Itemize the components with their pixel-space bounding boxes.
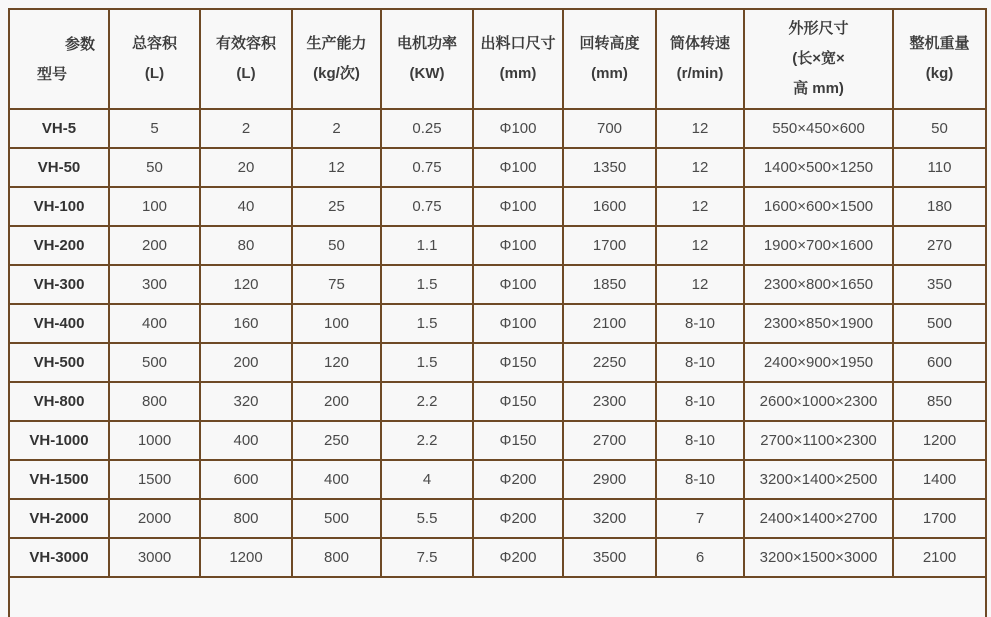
value-cell: 7 (656, 499, 744, 538)
value-cell: 3500 (563, 538, 656, 577)
value-cell: 2400×1400×2700 (744, 499, 893, 538)
value-cell: 1.5 (381, 265, 473, 304)
table-row (9, 265, 986, 304)
value-cell: 1700 (893, 499, 986, 538)
value-cell: 3200 (563, 499, 656, 538)
table-row (9, 421, 986, 460)
value-cell: 12 (656, 148, 744, 187)
value-cell: 8-10 (656, 421, 744, 460)
model-cell: VH-200 (9, 226, 109, 265)
table-body (9, 109, 986, 617)
value-cell: Φ100 (473, 109, 563, 148)
table-row (9, 382, 986, 421)
value-cell: 350 (893, 265, 986, 304)
header-overall-dimensions: 外形尺寸 (长×宽× 高 mm) (744, 9, 893, 109)
value-cell: 2 (292, 109, 381, 148)
value-cell: 500 (109, 343, 200, 382)
model-cell: VH-50 (9, 148, 109, 187)
value-cell: 5 (109, 109, 200, 148)
header-rotary-height: 回转高度 (mm) (563, 9, 656, 109)
value-cell: 500 (292, 499, 381, 538)
value-cell: 200 (200, 343, 292, 382)
value-cell: 1700 (563, 226, 656, 265)
value-cell: 50 (292, 226, 381, 265)
value-cell: 1350 (563, 148, 656, 187)
value-cell: 7.5 (381, 538, 473, 577)
value-cell: 1200 (200, 538, 292, 577)
value-cell: 12 (656, 109, 744, 148)
table-header (9, 9, 986, 109)
header-machine-weight: 整机重量 (kg) (893, 9, 986, 109)
value-cell: 0.75 (381, 148, 473, 187)
value-cell: 500 (893, 304, 986, 343)
value-cell: 4 (381, 460, 473, 499)
value-cell: 2300×850×1900 (744, 304, 893, 343)
model-cell: VH-300 (9, 265, 109, 304)
value-cell: 100 (109, 187, 200, 226)
model-cell: VH-1000 (9, 421, 109, 460)
value-cell: 400 (292, 460, 381, 499)
value-cell: 8-10 (656, 460, 744, 499)
value-cell: Φ200 (473, 460, 563, 499)
value-cell: 1900×700×1600 (744, 226, 893, 265)
value-cell: 160 (200, 304, 292, 343)
value-cell: 1500 (109, 460, 200, 499)
value-cell: 3000 (109, 538, 200, 577)
value-cell: 1.5 (381, 343, 473, 382)
value-cell: 180 (893, 187, 986, 226)
header-motor-power: 电机功率 (KW) (381, 9, 473, 109)
value-cell: 12 (656, 226, 744, 265)
value-cell: 1200 (893, 421, 986, 460)
value-cell: 2300 (563, 382, 656, 421)
model-cell: VH-1500 (9, 460, 109, 499)
value-cell: 2100 (563, 304, 656, 343)
model-cell: VH-400 (9, 304, 109, 343)
value-cell: Φ100 (473, 226, 563, 265)
header-outlet-size: 出料口尺寸 (mm) (473, 9, 563, 109)
value-cell: 110 (893, 148, 986, 187)
model-cell: VH-100 (9, 187, 109, 226)
value-cell: 0.25 (381, 109, 473, 148)
model-cell: VH-2000 (9, 499, 109, 538)
value-cell: 1400 (893, 460, 986, 499)
partial-cell (9, 577, 986, 617)
value-cell: 850 (893, 382, 986, 421)
value-cell: 1.5 (381, 304, 473, 343)
value-cell: 800 (200, 499, 292, 538)
value-cell: 2 (200, 109, 292, 148)
value-cell: 8-10 (656, 343, 744, 382)
corner-label-model: 型号 (37, 66, 68, 83)
value-cell: 270 (893, 226, 986, 265)
header-effective-volume: 有效容积 (L) (200, 9, 292, 109)
corner-label-parameter: 参数 (64, 36, 95, 53)
value-cell: 320 (200, 382, 292, 421)
model-cell: VH-5 (9, 109, 109, 148)
value-cell: 120 (292, 343, 381, 382)
header-production-capacity: 生产能力 (kg/次) (292, 9, 381, 109)
value-cell: 250 (292, 421, 381, 460)
value-cell: 12 (656, 265, 744, 304)
value-cell: 80 (200, 226, 292, 265)
value-cell: 700 (563, 109, 656, 148)
value-cell: 2700 (563, 421, 656, 460)
value-cell: 25 (292, 187, 381, 226)
value-cell: 2900 (563, 460, 656, 499)
table-row (9, 109, 986, 148)
value-cell: 800 (109, 382, 200, 421)
value-cell: 1400×500×1250 (744, 148, 893, 187)
value-cell: 50 (109, 148, 200, 187)
value-cell: 1000 (109, 421, 200, 460)
value-cell: Φ200 (473, 538, 563, 577)
table-row (9, 148, 986, 187)
value-cell: Φ150 (473, 421, 563, 460)
value-cell: 75 (292, 265, 381, 304)
value-cell: 2.2 (381, 382, 473, 421)
table-row (9, 538, 986, 577)
value-cell: 2.2 (381, 421, 473, 460)
table-row (9, 343, 986, 382)
value-cell: 600 (893, 343, 986, 382)
value-cell: 200 (109, 226, 200, 265)
value-cell: Φ100 (473, 265, 563, 304)
value-cell: 6 (656, 538, 744, 577)
value-cell: 0.75 (381, 187, 473, 226)
value-cell: 600 (200, 460, 292, 499)
table-row (9, 304, 986, 343)
value-cell: 550×450×600 (744, 109, 893, 148)
value-cell: 400 (200, 421, 292, 460)
value-cell: Φ150 (473, 382, 563, 421)
value-cell: Φ100 (473, 148, 563, 187)
value-cell: 400 (109, 304, 200, 343)
header-total-volume: 总容积 (L) (109, 9, 200, 109)
value-cell: Φ100 (473, 187, 563, 226)
value-cell: 5.5 (381, 499, 473, 538)
value-cell: 12 (292, 148, 381, 187)
value-cell: 20 (200, 148, 292, 187)
model-cell: VH-800 (9, 382, 109, 421)
value-cell: Φ150 (473, 343, 563, 382)
value-cell: Φ200 (473, 499, 563, 538)
value-cell: 2300×800×1650 (744, 265, 893, 304)
table-row (9, 226, 986, 265)
value-cell: 200 (292, 382, 381, 421)
table-row (9, 499, 986, 538)
value-cell: 2400×900×1950 (744, 343, 893, 382)
value-cell: 50 (893, 109, 986, 148)
value-cell: 8-10 (656, 304, 744, 343)
value-cell: 120 (200, 265, 292, 304)
corner-header-cell (9, 9, 109, 109)
value-cell: 2600×1000×2300 (744, 382, 893, 421)
header-row (9, 9, 986, 109)
value-cell: 1850 (563, 265, 656, 304)
value-cell: 40 (200, 187, 292, 226)
value-cell: 2100 (893, 538, 986, 577)
table-row (9, 460, 986, 499)
value-cell: 3200×1400×2500 (744, 460, 893, 499)
partial-row (9, 577, 986, 617)
value-cell: 300 (109, 265, 200, 304)
value-cell: 100 (292, 304, 381, 343)
value-cell: 2000 (109, 499, 200, 538)
spec-table (8, 8, 987, 617)
value-cell: 1600×600×1500 (744, 187, 893, 226)
value-cell: 2700×1100×2300 (744, 421, 893, 460)
value-cell: Φ100 (473, 304, 563, 343)
value-cell: 1.1 (381, 226, 473, 265)
table-row (9, 187, 986, 226)
value-cell: 12 (656, 187, 744, 226)
model-cell: VH-3000 (9, 538, 109, 577)
value-cell: 8-10 (656, 382, 744, 421)
header-barrel-speed: 筒体转速 (r/min) (656, 9, 744, 109)
value-cell: 1600 (563, 187, 656, 226)
model-cell: VH-500 (9, 343, 109, 382)
value-cell: 3200×1500×3000 (744, 538, 893, 577)
value-cell: 800 (292, 538, 381, 577)
value-cell: 2250 (563, 343, 656, 382)
